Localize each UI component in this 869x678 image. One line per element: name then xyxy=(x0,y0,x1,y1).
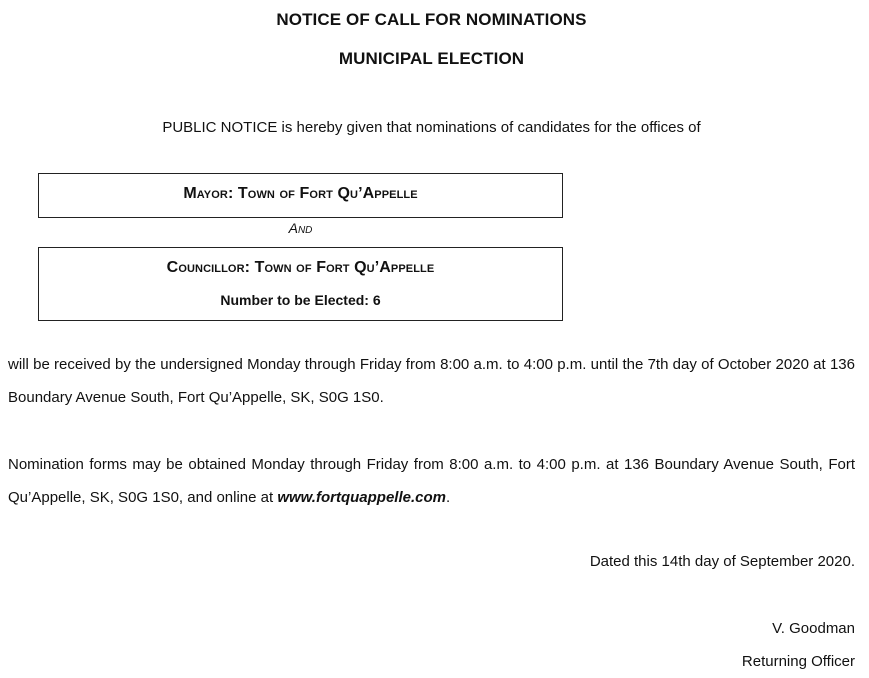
notice-title: NOTICE OF CALL FOR NOMINATIONS xyxy=(276,10,587,29)
number-elected: Number to be Elected: 6 xyxy=(220,292,381,308)
councillor-office-label: Councillor: Town of Fort Qu’Appelle xyxy=(166,259,435,276)
forms-paragraph-text: Nomination forms may be obtained Monday through Friday from 8:00 a.m. to 4:00 p.m. at 136 Boundary Avenue South, Fort Qu’Appelle, SK, S0G 1S0, and online at xyxy=(8,456,855,506)
signatory-name: V. Goodman xyxy=(772,620,855,637)
councillor-office-box xyxy=(38,247,563,321)
forms-paragraph xyxy=(8,448,855,514)
and-connector: And xyxy=(288,220,313,236)
forms-paragraph-end: . xyxy=(445,489,451,506)
notice-subtitle: MUNICIPAL ELECTION xyxy=(338,49,525,68)
website-link[interactable]: www.fortquappelle.com xyxy=(277,489,446,506)
mayor-office-label: Mayor: Town of Fort Qu’Appelle xyxy=(183,185,418,202)
intro-text: PUBLIC NOTICE is hereby given that nominations of candidates for the offices of xyxy=(162,119,701,136)
receipt-paragraph: will be received by the undersigned Monday through Friday from 8:00 a.m. to 4:00 p.m. until the 7th day of October 2020 at 136 Boundary Avenue South, Fort Qu’Appelle, SK, S0G 1S0. xyxy=(8,356,855,406)
dated-line: Dated this 14th day of September 2020. xyxy=(589,553,855,570)
mayor-office-box xyxy=(38,173,563,218)
signatory-title: Returning Officer xyxy=(741,653,855,670)
